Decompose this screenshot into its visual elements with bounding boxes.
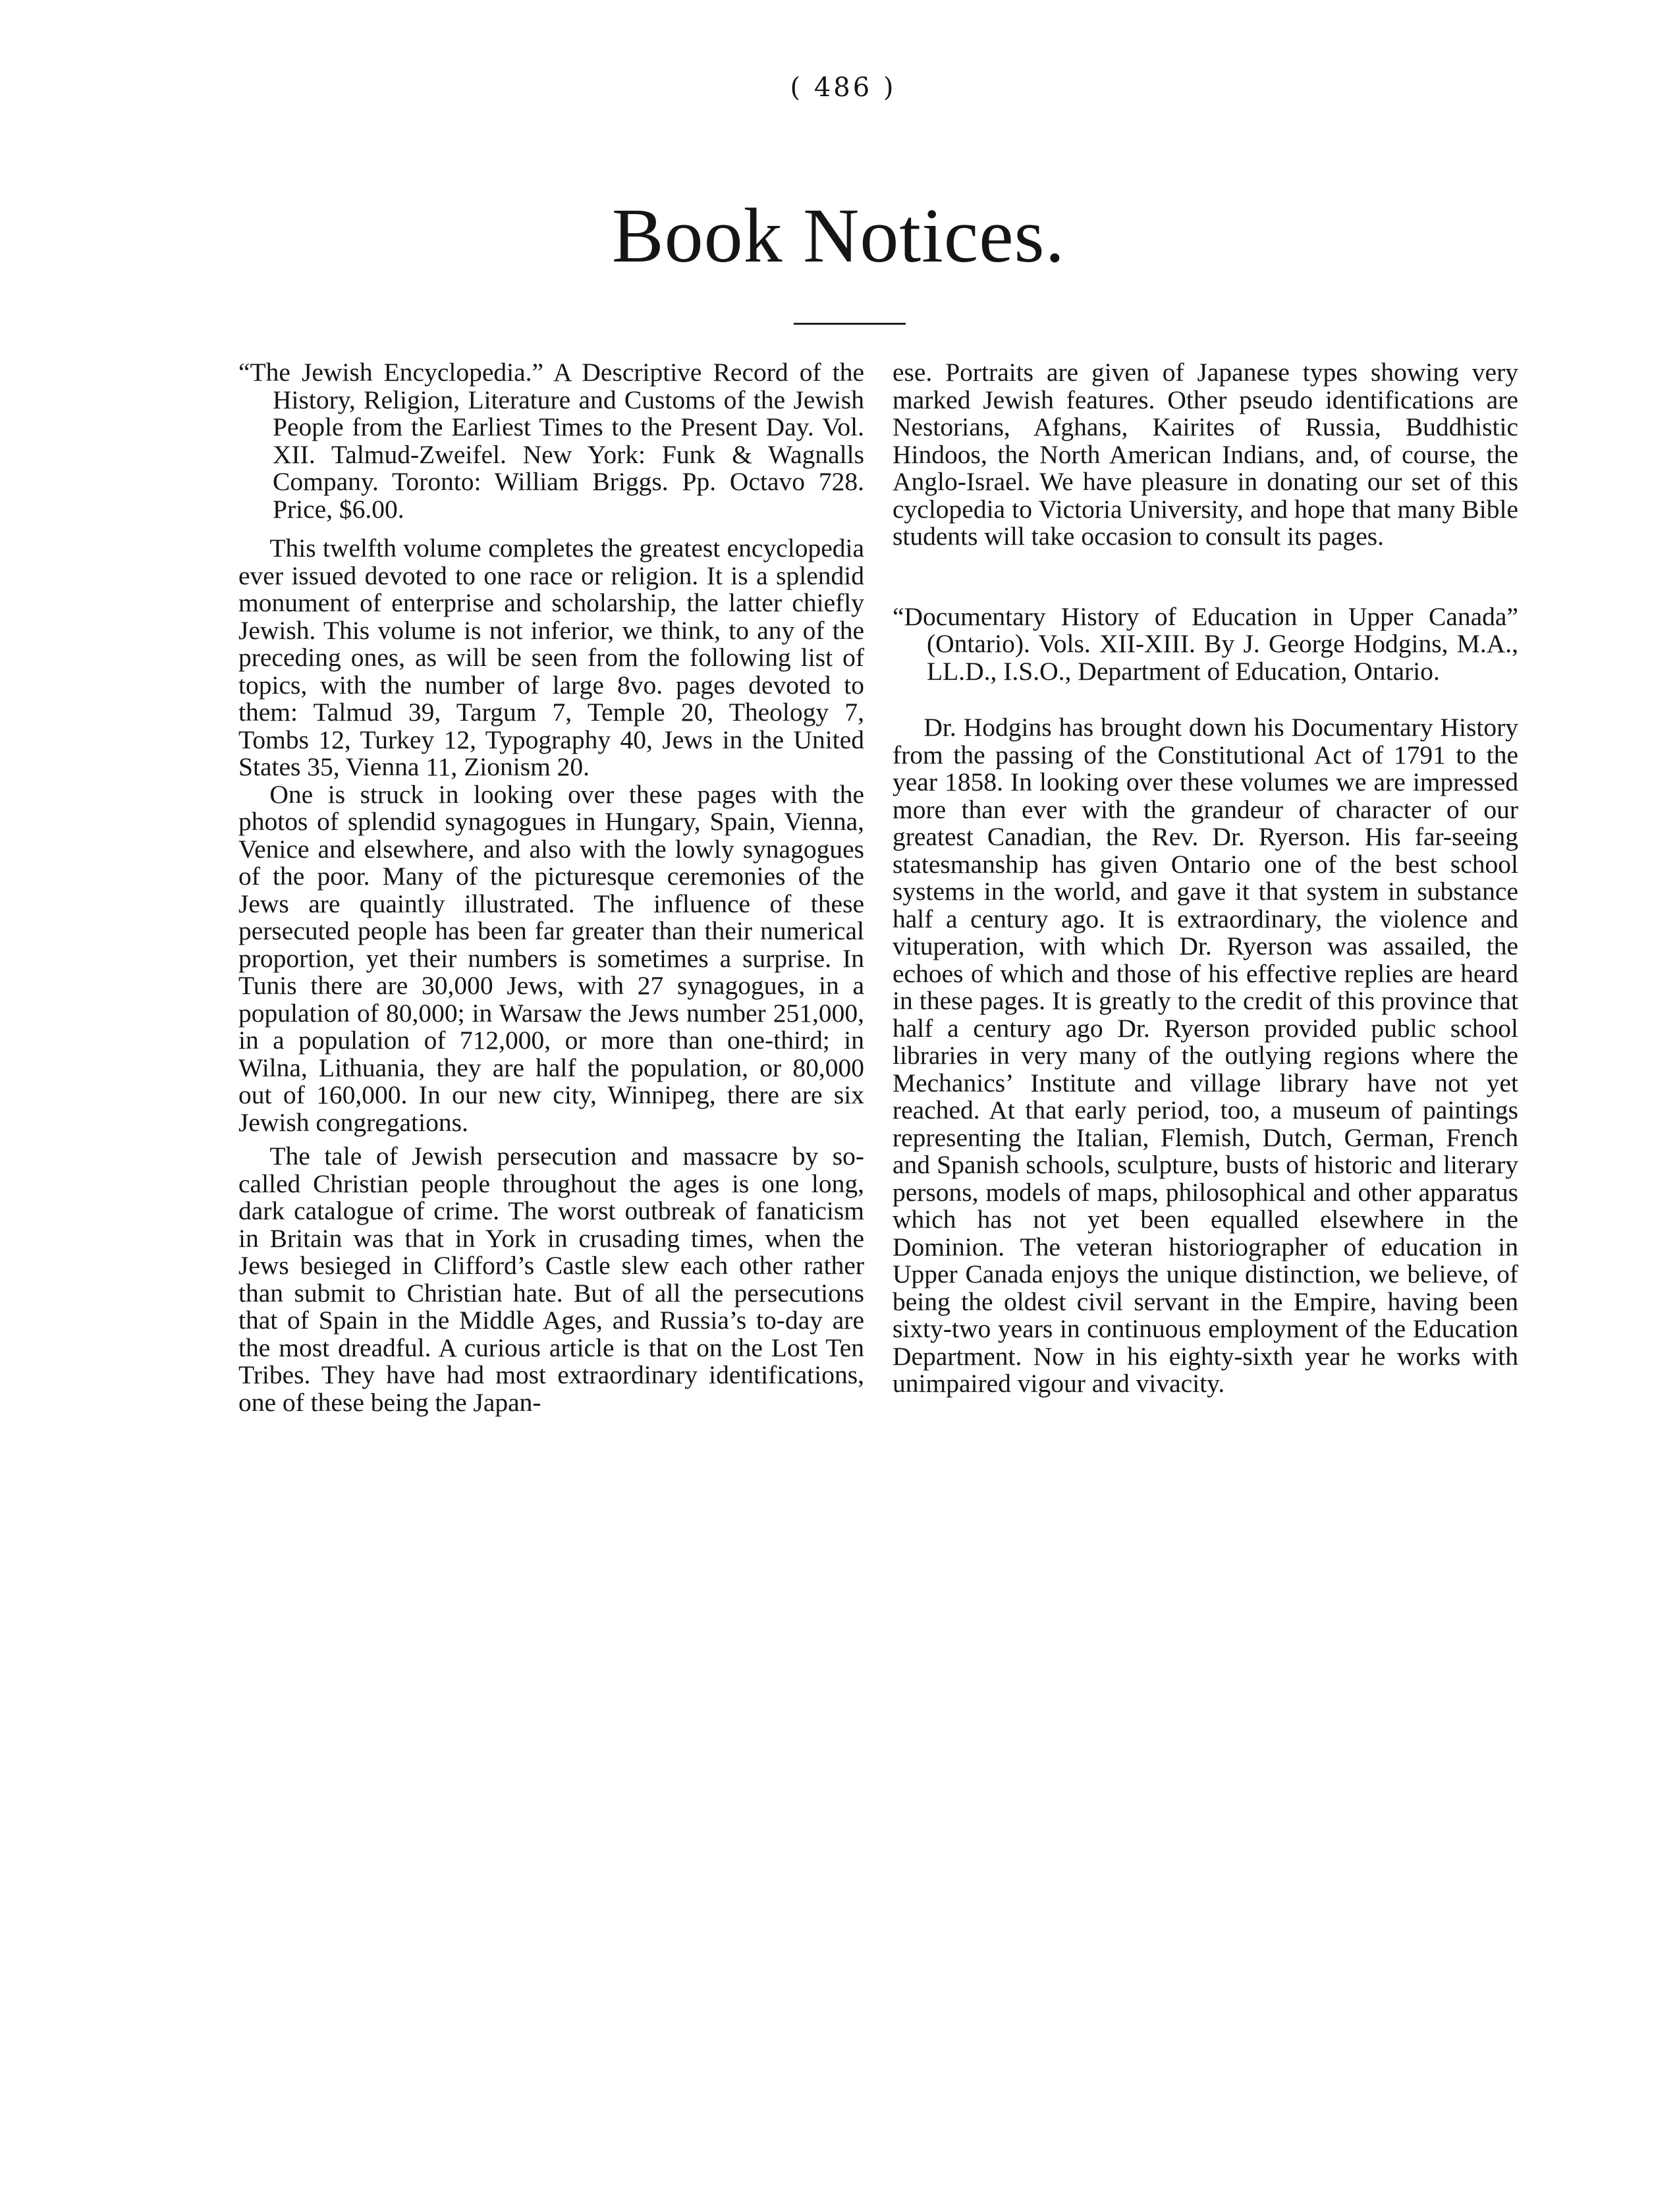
page-title: Book Notices. bbox=[611, 192, 1066, 279]
left-column bbox=[238, 359, 864, 1416]
title-divider bbox=[794, 323, 906, 325]
review-paragraph: One is struck in looking over these pages with the photos of splendid synagogues in Hungary, Spain, Vienna, Venice and elsewhere, and also with the lowly synagogues of the poor. Many of the picturesque ceremonies of the Jews are quaintly illustrated. The influence of these persecuted people has been far greater than their numerical proportion, yet their numbers is sometimes a surprise. In Tunis there are 30,000 Jews, with 27 synagogues, in a population of 80,000; in Warsaw the Jews number 251,000, in a population of 712,000, or more than one-third; in Wilna, Lithuania, they are half the population, or 80,000 out of 160,000. In our new city, Winnipeg, there are six Jewish congregations. bbox=[238, 779, 864, 1137]
review-paragraph: Dr. Hodgins has brought down his Documentary History from the passing of the Constitutional Act of 1791 to the year 1858. In looking over these volumes we are impressed more than ever with the grandeur of character of our greatest Canadian, the Rev. Dr. Ryerson. His far-seeing statesmanship has given Ontario one of the best school systems in the world, and gave it that system in substance half a century ago. It is extraordinary, the violence and vituperation, with which Dr. Ryerson was assailed, the echoes of which and those of his effective replies are heard in these pages. It is greatly to the credit of this province that half a century ago Dr. Ryerson provided public school libraries in very many of the outlying regions where the Mechanics’ Institute and village library have not yet reached. At that early period, too, a museum of paintings representing the Italian, Flemish, Dutch, German, French and Spanish schools, sculpture, busts of historic and literary persons, models of maps, philosophical and other apparatus which has not yet been equalled elsewhere in the Dominion. The veteran historiographer of education in Upper Canada enjoys the unique distinction, we believe, of being the oldest civil servant in the Empire, having been sixty-two years in continuous employment of the Education Department. Now in his eighty-sixth year he works with unimpaired vigour and vivacity. bbox=[893, 713, 1518, 1398]
review-heading-documentary-history: “Documentary History of Education in Upper Canada” (Ontario). Vols. XII-XIII. By J. George Hodgins, M.A., LL.D., I.S.O., Department of Education, Ontario. bbox=[893, 601, 1518, 686]
review-paragraph-continued: ese. Portraits are given of Japanese types showing very marked Jewish features. Other pseudo identifications are Nestorians, Afghans, Kairites of Russia, Buddhistic Hindoos, the North American Indians, and, of course, the Anglo-Israel. We have pleasure in donating our set of this cyclopedia to Victoria University, and hope that many Bible students will take occasion to consult its pages. bbox=[893, 358, 1518, 551]
right-column bbox=[893, 359, 1518, 1398]
review-paragraph: The tale of Jewish persecution and massacre by so-called Christian people throughout the ages is one long, dark catalogue of crime. The worst outbreak of fanaticism in Britain was that in York in crusading times, when the Jews besieged in Clifford’s Castle slew each other rather than submit to Christian hate. But of all the persecutions that of Spain in the Middle Ages, and Russia’s to-day are the most dreadful. A curious article is that on the Lost Ten Tribes. They have had most extraordinary identifications, one of these being the Japan- bbox=[238, 1142, 864, 1417]
review-paragraph: This twelfth volume completes the greatest encyclopedia ever issued devoted to one race or religion. It is a splendid monument of enterprise and scholarship, the latter chiefly Jewish. This volume is not inferior, we think, to any of the preceding ones, as will be seen from the following list of topics, with the number of large 8vo. pages devoted to them: Talmud 39, Targum 7, Temple 20, Theology 7, Tombs 12, Turkey 12, Typography 40, Jews in the United States 35, Vienna 11, Zionism 20. bbox=[238, 534, 864, 781]
review-heading-jewish-encyclopedia: “The Jewish Encyclopedia.” A Descriptive Record of the History, Religion, Literature and Customs of the Jewish People from the Earliest Times to the Present Day. Vol. XII. Talmud-Zweifel. New York: Funk & Wagnalls Company. Toronto: William Briggs. Pp. Octavo 728. Price, $6.00. bbox=[238, 358, 864, 524]
page-number: ( 486 ) bbox=[790, 72, 896, 103]
